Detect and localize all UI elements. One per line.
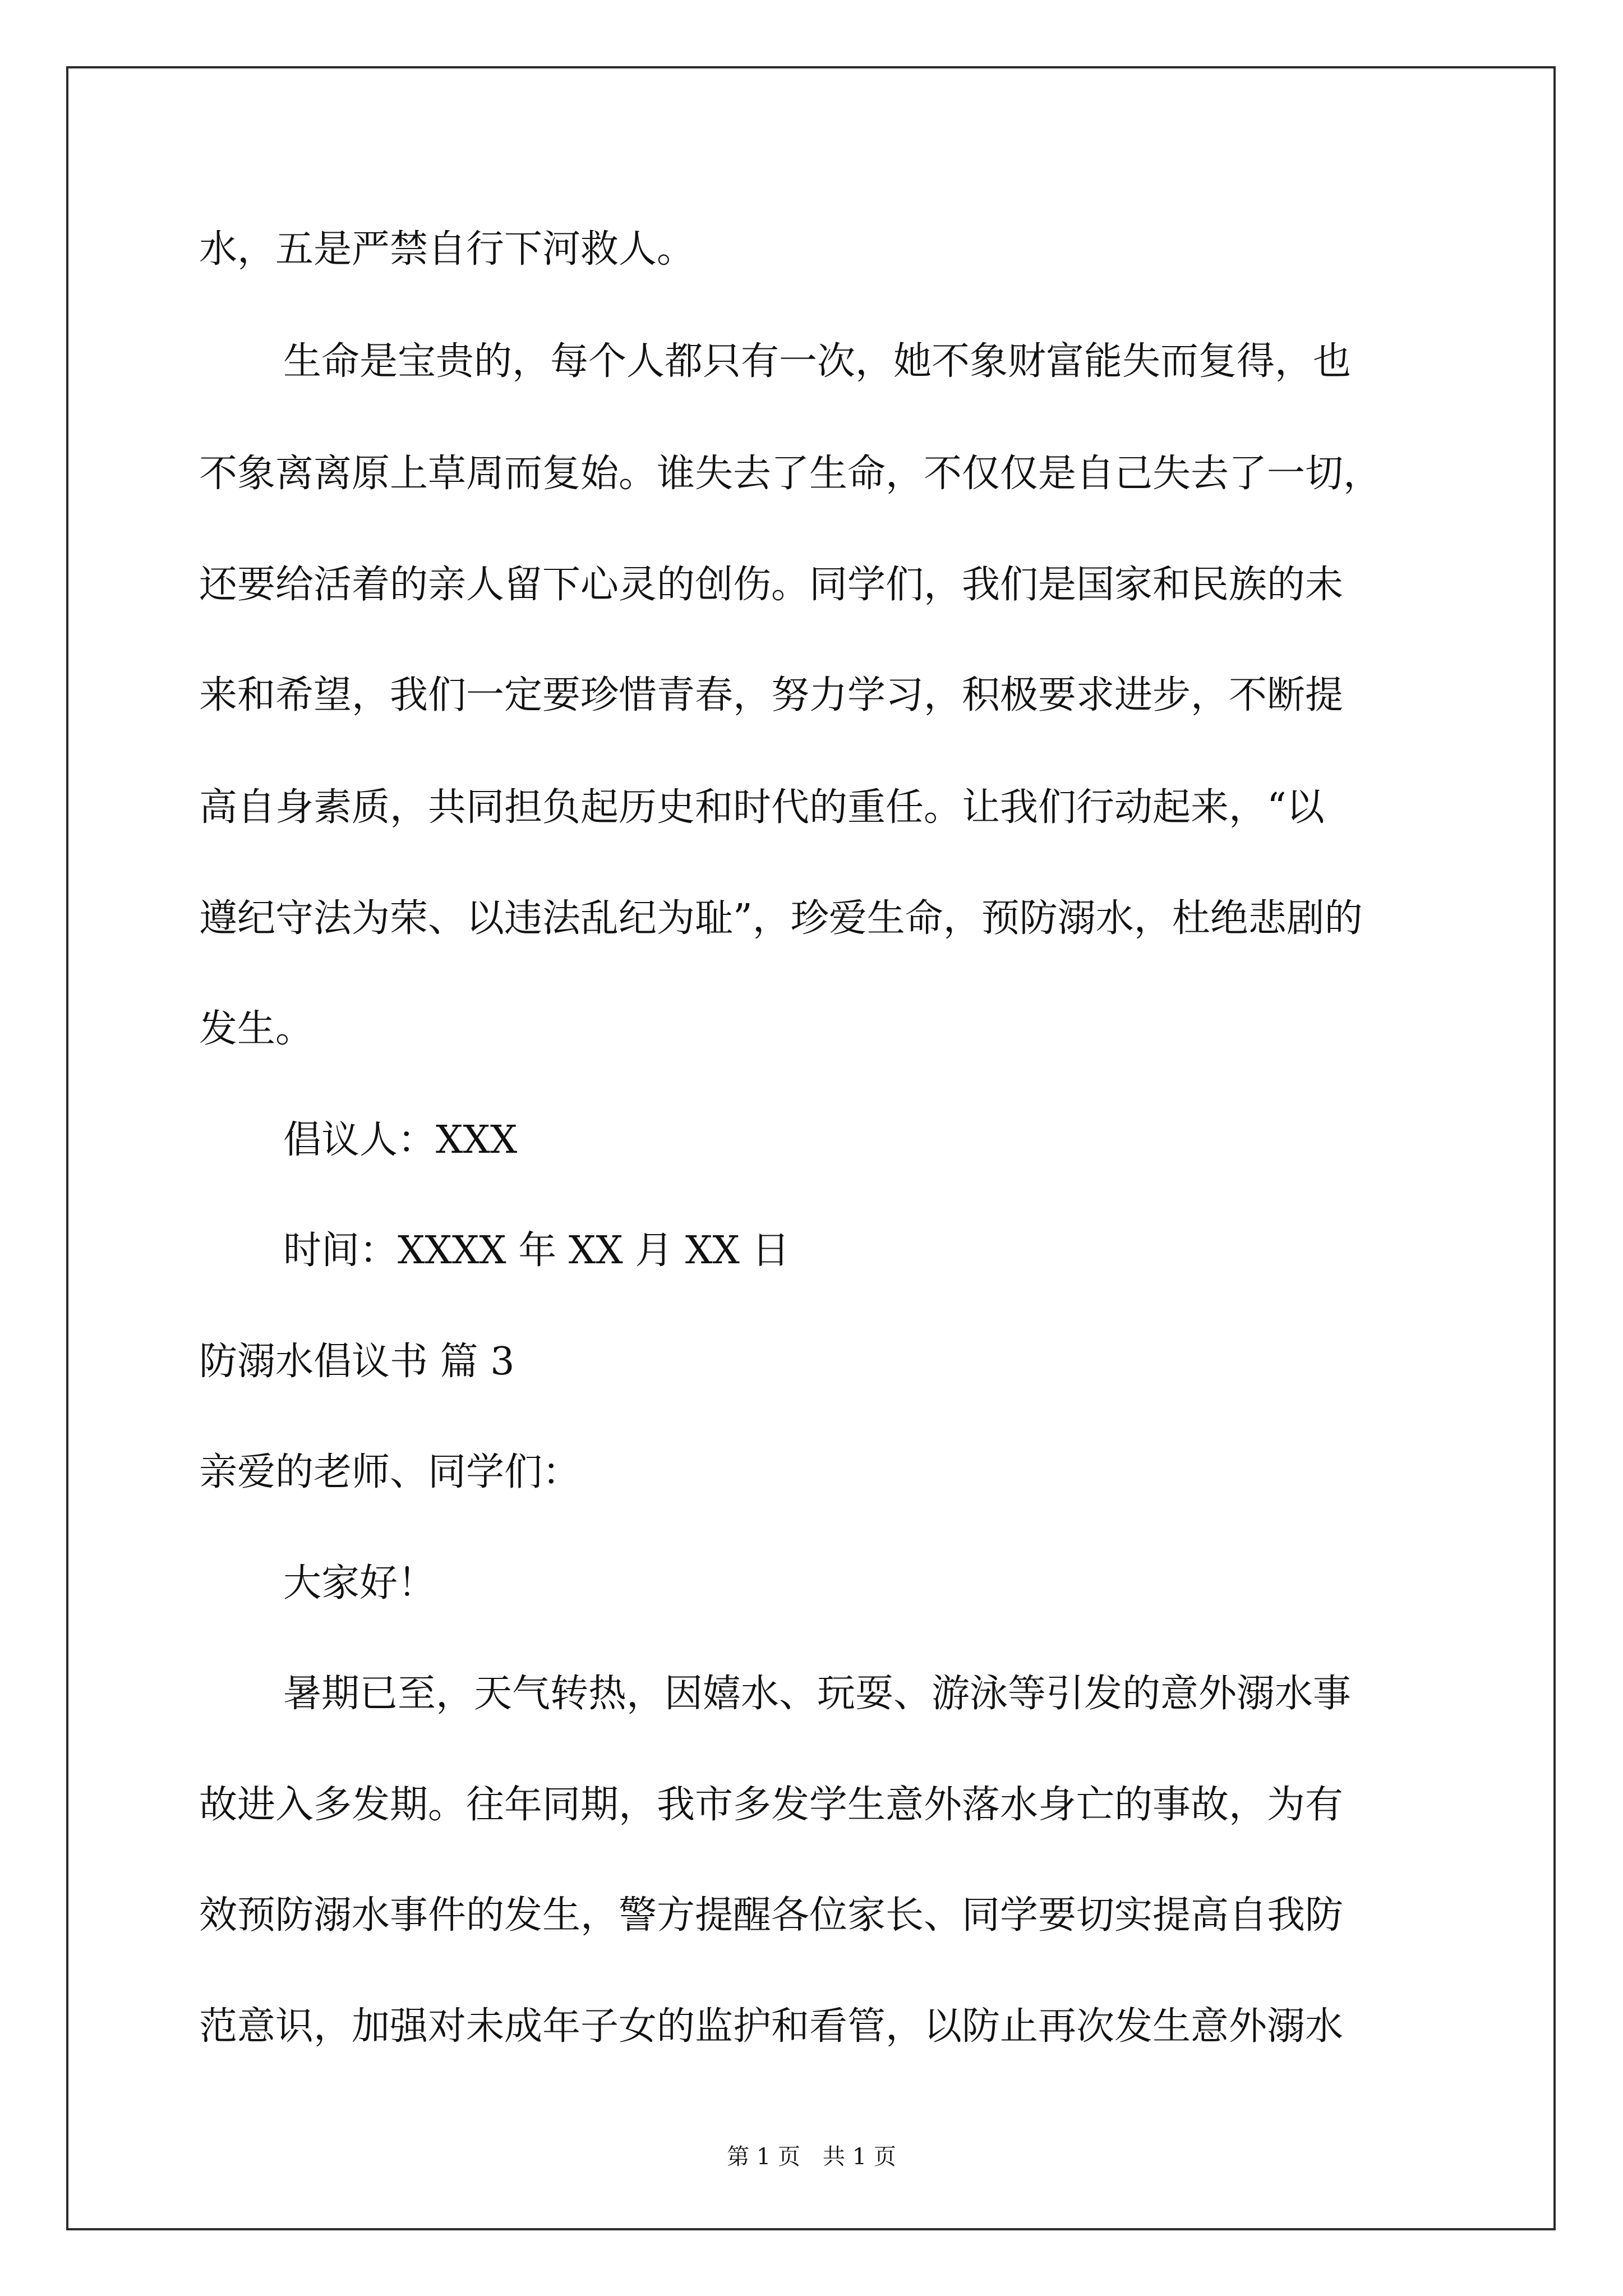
body-line: 范意识，加强对未成年子女的监护和看管，以防止再次发生意外溺水 (199, 2004, 1344, 2049)
salutation: 亲爱的老师、同学们： (199, 1450, 581, 1494)
signature-line: 倡议人：XXX (283, 1118, 518, 1162)
body-line: 暑期已至，天气转热，因嬉水、玩耍、游泳等引发的意外溺水事 (283, 1672, 1352, 1716)
section-title: 防溺水倡议书 篇 3 (199, 1340, 515, 1384)
greeting: 大家好！ (283, 1561, 436, 1605)
body-line: 还要给活着的亲人留下心灵的创伤。同学们，我们是国家和民族的未 (199, 563, 1344, 607)
page-number-footer: 第 1 页 共 1 页 (727, 2144, 896, 2170)
body-line: 不象离离原上草周而复始。谁失去了生命，不仅仅是自己失去了一切， (199, 452, 1382, 496)
body-line: 高自身素质，共同担负起历史和时代的重任。让我们行动起来，“以 (199, 785, 1325, 830)
body-line: 生命是宝贵的，每个人都只有一次，她不象财富能失而复得，也 (283, 339, 1352, 384)
body-line: 来和希望，我们一定要珍惜青春，努力学习，积极要求进步，不断提 (199, 673, 1344, 717)
body-line: 故进入多发期。往年同期，我市多发学生意外落水身亡的事故，为有 (199, 1783, 1344, 1827)
body-line: 效预防溺水事件的发生，警方提醒各位家长、同学要切实提高自我防 (199, 1893, 1344, 1938)
body-line: 水，五是严禁自行下河救人。 (199, 227, 695, 272)
body-line: 遵纪守法为荣、以违法乱纪为耻”，珍爱生命，预防溺水，杜绝悲剧的 (199, 896, 1363, 941)
date-line: 时间：XXXX 年 XX 月 XX 日 (283, 1228, 790, 1273)
body-line: 发生。 (199, 1007, 314, 1051)
